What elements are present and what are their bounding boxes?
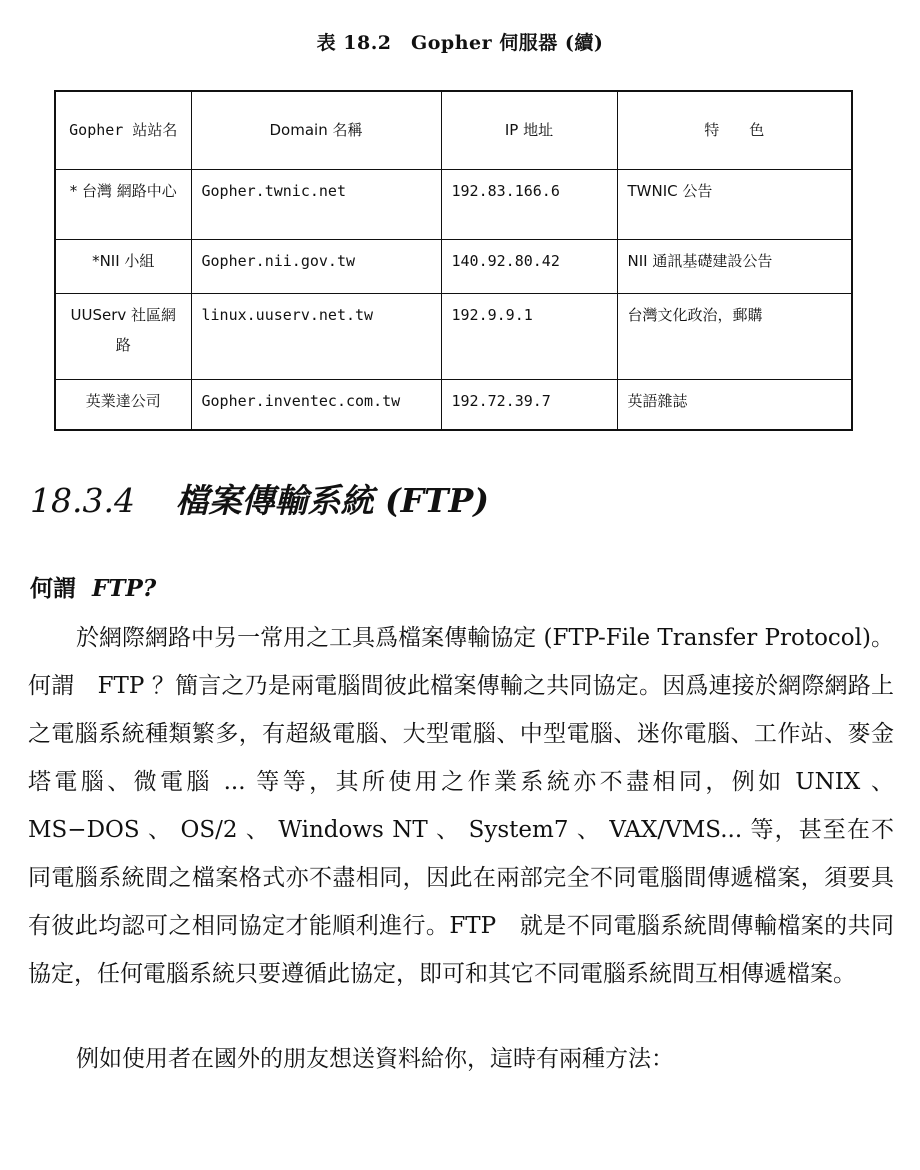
ip-cell: 140.92.80.42: [441, 239, 617, 293]
site-name-cell: 英業達公司: [55, 379, 191, 430]
table-row: [55, 379, 852, 430]
site-name-cell: *NII 小組: [55, 239, 191, 293]
domain-cell: linux.uuserv.net.tw: [191, 293, 441, 379]
body-paragraph: 例如使用者在國外的朋友想送資料給你，這時有兩種方法：: [76, 1046, 674, 1072]
ip-cell: 192.83.166.6: [441, 169, 617, 239]
table-caption: 表 18.2 Gopher 伺服器 (續): [316, 32, 604, 54]
domain-cell: Gopher.twnic.net: [191, 169, 441, 239]
ip-cell: 192.72.39.7: [441, 379, 617, 430]
feature-cell: 英語雜誌: [617, 379, 852, 430]
table-row: [55, 239, 852, 293]
domain-cell: Gopher.inventec.com.tw: [191, 379, 441, 430]
site-name-cell: UUServ 社區網路: [55, 293, 191, 379]
subheading-label: 何謂: [30, 575, 76, 602]
subsection-heading: [30, 570, 156, 603]
domain-cell: Gopher.nii.gov.tw: [191, 239, 441, 293]
section-heading: [30, 475, 489, 522]
gopher-server-table: [54, 90, 853, 431]
table-row: [55, 169, 852, 239]
feature-cell: 台灣文化政治，郵購: [617, 293, 852, 379]
header-ip-address: IP 地址: [441, 91, 617, 169]
body-paragraph: 於網際網路中另一常用之工具爲檔案傳輸協定 (FTP-File Transfer Protocol)。何謂 FTP ？簡言之乃是兩電腦間彼此檔案傳輸之共同協定。因爲連接於網際網路上之電腦系統種類繁多，有超級電腦、大型電腦、中型電腦、迷你電腦、工作站、麥金塔電腦、微電腦 ... 等等，其所使用之作業系統亦不盡相同，例如 UNIX 、 MS−DOS 、 OS/2 、 Windows NT 、 System7 、 VAX/VMS... 等，甚至在不同電腦系統間之檔案格式亦不盡相同，因此在兩部完全不同電腦間傳遞檔案，須要具有彼此均認可之相同協定才能順利進行。FTP 就是不同電腦系統間傳輸檔案的共同協定，任何電腦系統只要遵循此協定，即可和其它不同電腦系統間互相傳遞檔案。: [28, 625, 894, 987]
header-domain-name: Domain 名稱: [191, 91, 441, 169]
feature-cell: TWNIC 公告: [617, 169, 852, 239]
section-number: 18.3.4: [30, 481, 135, 520]
site-name-cell: * 台灣 網路中心: [55, 169, 191, 239]
header-feature: 特 色: [617, 91, 852, 169]
table-header-row: [55, 91, 852, 169]
header-site-name: Gopher 站站名: [55, 91, 191, 169]
ip-cell: 192.9.9.1: [441, 293, 617, 379]
section-title: 檔案傳輸系統 (FTP): [175, 481, 489, 520]
feature-cell: NII 通訊基礎建設公告: [617, 239, 852, 293]
table-row: [55, 293, 852, 379]
subheading-term: FTP?: [92, 575, 157, 602]
